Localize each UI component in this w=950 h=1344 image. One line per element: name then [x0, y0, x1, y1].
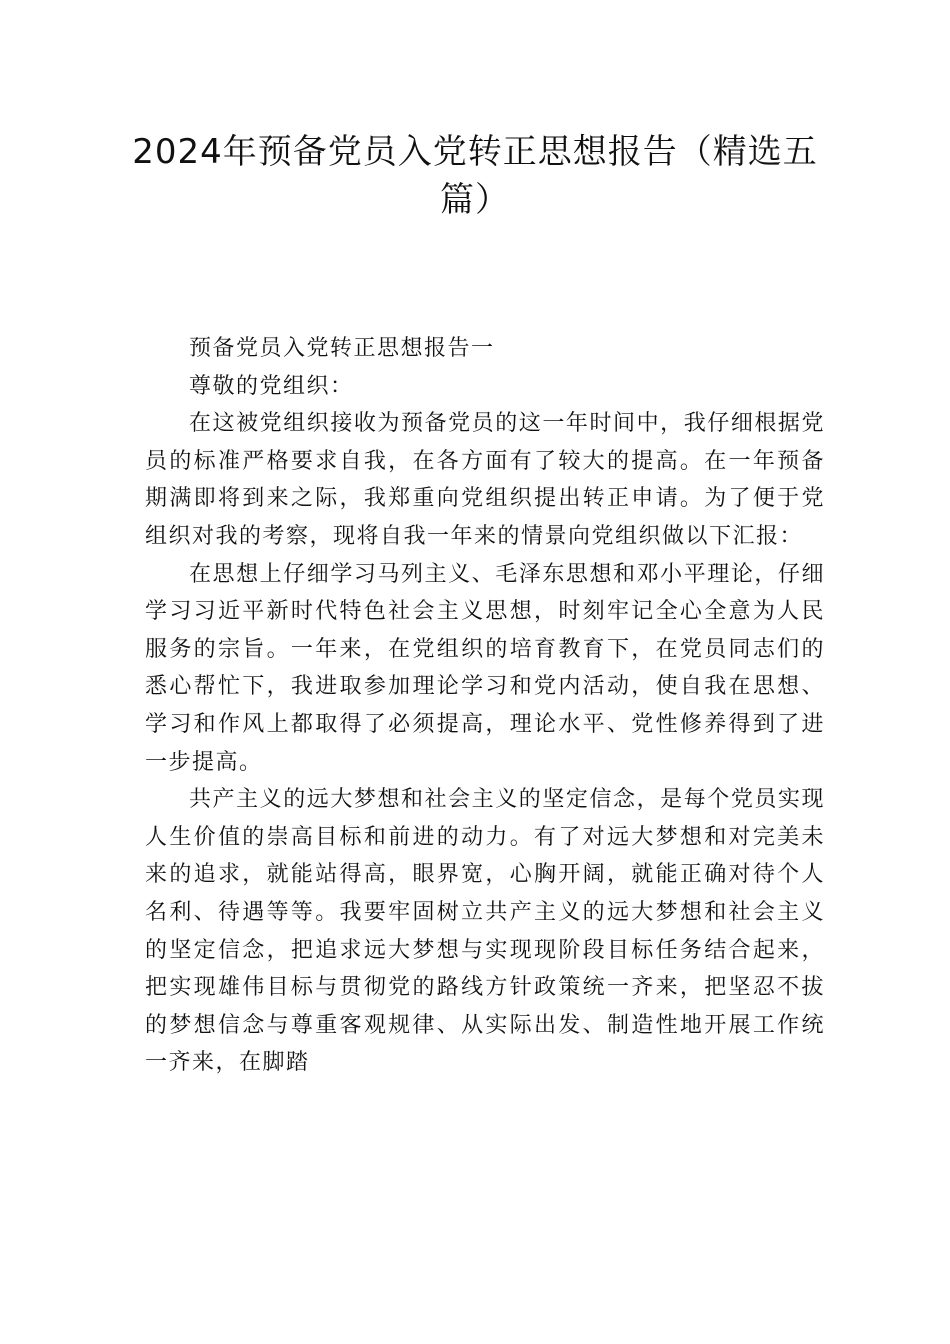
salutation: 尊敬的党组织： — [189, 373, 354, 399]
body-paragraph: 在思想上仔细学习马列主义、毛泽东思想和邓小平理论，仔细学习习近平新时代特色社会主义思想，时刻牢记全心全意为人民服务的宗旨。一年来，在党组织的培育教育下，在党员同志们的悉心帮忙下，我进取参加理论学习和党内活动，使自我在思想、学习和作风上都取得了必须提高，理论水平、党性修养得到了进一步提高。 — [145, 561, 825, 775]
body-paragraph: 在这被党组织接收为预备党员的这一年时间中，我仔细根据党员的标准严格要求自我，在各方面有了较大的提高。在一年预备期满即将到来之际，我郑重向党组织提出转正申请。为了便于党组织对我的考察，现将自我一年来的情景向党组织做以下汇报： — [145, 411, 825, 549]
body-paragraph: 共产主义的远大梦想和社会主义的坚定信念，是每个党员实现人生价值的崇高目标和前进的动力。有了对远大梦想和对完美未来的追求，就能站得高，眼界宽，心胸开阔，就能正确对待个人名利、待遇等等。我要牢固树立共产主义的远大梦想和社会主义的坚定信念，把追求远大梦想与实现现阶段目标任务结合起来，把实现雄伟目标与贯彻党的路线方针政策统一齐来，把坚忍不拔的梦想信念与尊重客观规律、从实际出发、制造性地开展工作统一齐来，在脚踏 — [145, 787, 825, 1076]
document-body — [145, 330, 825, 1082]
section-heading: 预备党员入党转正思想报告一 — [189, 336, 495, 361]
document-title: 2024年预备党员入党转正思想报告（精选五篇） — [132, 132, 818, 220]
